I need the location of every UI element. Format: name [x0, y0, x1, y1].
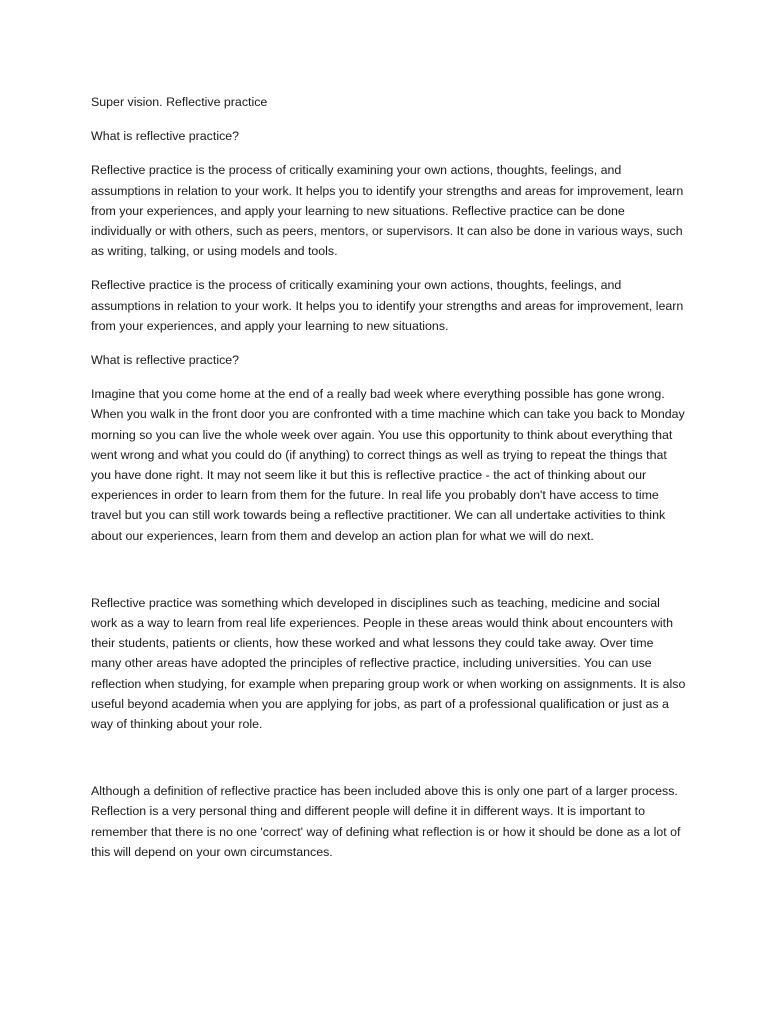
time-machine-paragraph: Imagine that you come home at the end of a really bad week where everything possible has gone wrong. When you walk in the front door you are confronted with a time machine which can take you back to Monday morning so you can live the whole week over again. You use this opportunity to think about everything that went wrong and what you could do (if anything) to correct things as well as trying to repeat the things that you have done right. It may not seem like it but this is reflective practice - the act of thinking about our experiences in order to learn from them for the future. In real life you probably don't have access to time travel but you can still work towards being a reflective practitioner. We can all undertake activities to think about our experiences, learn from them and develop an action plan for what we will do next.	[91, 387, 685, 543]
document-title: Super vision. Reflective practice	[91, 95, 268, 109]
definition-paragraph-repeat: Reflective practice is the process of critically examining your own actions, thoughts, feelings, and assumptions in relation to your work. It helps you to identify your strengths and areas for improvement, learn from your experiences, and apply your learning to new situations.	[91, 278, 684, 333]
section-question-repeat: What is reflective practice?	[91, 353, 240, 368]
closing-paragraph: Although a definition of reflective practice has been included above this is only one part of a larger process. Reflection is a very personal thing and different people will define it in different ways. It is important to remember that there is no one 'correct' way of defining what reflection is or how it should be done as a lot of this will depend on your own circumstances.	[91, 784, 681, 859]
section-question: What is reflective practice?	[91, 129, 240, 144]
history-paragraph: Reflective practice was something which developed in disciplines such as teaching, medicine and social work as a way to learn from real life experiences. People in these areas would think about encounters with their students, patients or clients, how these worked and what lessons they could take away. Over time many other areas have adopted the principles of reflective practice, including universities. You can use reflection when studying, for example when preparing group work or when working on assignments. It is also useful beyond academia when you are applying for jobs, as part of a professional qualification or just as a way of thinking about your role.	[91, 595, 686, 732]
document-page	[91, 92, 686, 862]
definition-paragraph: Reflective practice is the process of critically examining your own actions, thoughts, feelings, and assumptions in relation to your work. It helps you to identify your strengths and areas for improvement, learn from your experiences, and apply your learning to new situations. Reflective practice can be done individually or with others, such as peers, mentors, or supervisors. It can also be done in various ways, such as writing, talking, or using models and tools.	[91, 163, 684, 259]
